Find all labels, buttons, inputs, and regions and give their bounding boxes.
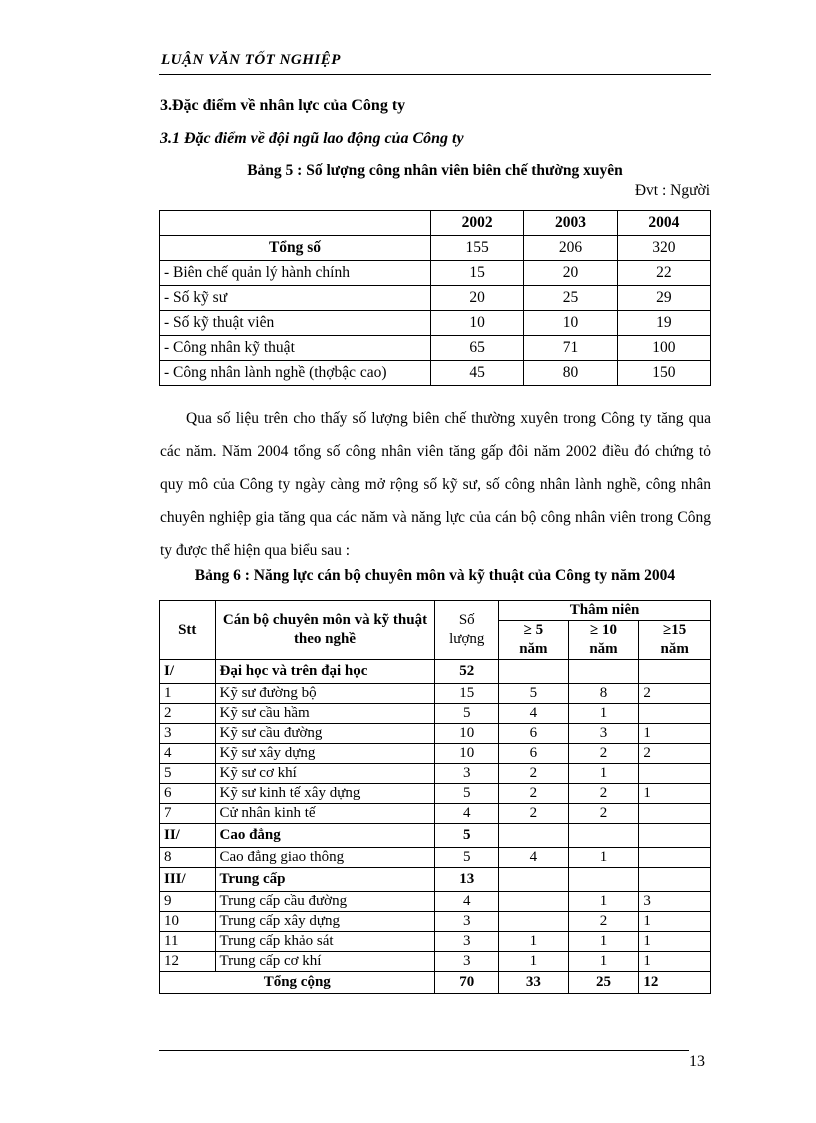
table6-cell-s1: 6 [499, 744, 569, 764]
table5-cell: 10 [431, 311, 524, 336]
table6-cell-count: 13 [435, 868, 499, 892]
table6-cell-s1: 1 [499, 952, 569, 972]
table6-cell-s1: 6 [499, 724, 569, 744]
table6-cell-s3: 1 [639, 932, 711, 952]
table6-cell-count: 10 [435, 744, 499, 764]
total-count: 70 [435, 972, 499, 994]
table6-cell-s3: 2 [639, 684, 711, 704]
table6-cell-name: Trung cấp cầu đường [215, 892, 435, 912]
table6-header-s3: ≥15 năm [639, 621, 711, 660]
table6-cell-s2 [568, 868, 639, 892]
table5-row-label: - Công nhân kỹ thuật [160, 336, 431, 361]
table6-row [160, 744, 711, 764]
table5-header-blank [160, 211, 431, 236]
table6-cell-count: 10 [435, 724, 499, 744]
table6-cell-name: Kỹ sư đường bộ [215, 684, 435, 704]
table6-cell-s1: 2 [499, 804, 569, 824]
table5-cell: 206 [524, 236, 617, 261]
table6-cell-name: Trung cấp xây dựng [215, 912, 435, 932]
table6-group-row [160, 824, 711, 848]
table5-col-header: 2003 [524, 211, 617, 236]
table6-header-field: Cán bộ chuyên môn và kỹ thuật theo nghề [215, 601, 435, 660]
table6-cell-name: Trung cấp [215, 868, 435, 892]
table5-row-label: Tổng số [160, 236, 431, 261]
table5-row [160, 336, 711, 361]
footer-rule [159, 1050, 689, 1051]
table6-row [160, 804, 711, 824]
table6-cell-s3 [639, 824, 711, 848]
total-s1: 33 [499, 972, 569, 994]
table6-cell-stt: 11 [160, 932, 216, 952]
table5-cell: 320 [617, 236, 710, 261]
table6-cell-stt: 2 [160, 704, 216, 724]
table5-cell: 65 [431, 336, 524, 361]
table6-cell-count: 4 [435, 892, 499, 912]
table6-header-count: Số lượng [435, 601, 499, 660]
table6-cell-count: 5 [435, 784, 499, 804]
table6-cell-count: 3 [435, 952, 499, 972]
table6-cell-count: 5 [435, 704, 499, 724]
table5-row [160, 361, 711, 386]
table6-row [160, 684, 711, 704]
table6-cell-s3 [639, 804, 711, 824]
table5-row [160, 286, 711, 311]
total-s3: 12 [639, 972, 711, 994]
table5-cell: 80 [524, 361, 617, 386]
table6-row [160, 848, 711, 868]
table6-cell-s3 [639, 848, 711, 868]
table6-cell-s1: 5 [499, 684, 569, 704]
table5-cell: 45 [431, 361, 524, 386]
table6-cell-stt: 10 [160, 912, 216, 932]
table6-header-row [160, 601, 711, 621]
table6-cell-s3 [639, 764, 711, 784]
table6-cell-count: 3 [435, 764, 499, 784]
table6-total-row [160, 972, 711, 994]
table5-col-header: 2004 [617, 211, 710, 236]
table6-cell-s3 [639, 660, 711, 684]
table5-cell: 25 [524, 286, 617, 311]
table6-cell-stt: I/ [160, 660, 216, 684]
table6-header-stt: Stt [160, 601, 216, 660]
table5-row-label: - Công nhân lành nghề (thợbậc cao) [160, 361, 431, 386]
subsection-heading: 3.1 Đặc điểm về đội ngũ lao động của Công ty [160, 130, 464, 147]
table6-cell-s3: 1 [639, 912, 711, 932]
table6-cell-s2: 1 [568, 848, 639, 868]
table6-cell-stt: 5 [160, 764, 216, 784]
table6-cell-s2: 1 [568, 764, 639, 784]
table6-cell-count: 3 [435, 932, 499, 952]
table6-cell-s2: 1 [568, 892, 639, 912]
table6-cell-s2: 2 [568, 784, 639, 804]
table5-caption: Bảng 5 : Số lượng công nhân viên biên chế thường xuyên [247, 162, 623, 179]
table6-cell-s2: 2 [568, 744, 639, 764]
table6-cell-s1 [499, 912, 569, 932]
table5-header-row [160, 211, 711, 236]
table6-cell-s1 [499, 868, 569, 892]
table5-cell: 15 [431, 261, 524, 286]
table6-cell-name: Kỹ sư xây dựng [215, 744, 435, 764]
table6-cell-s1 [499, 660, 569, 684]
running-header: LUẬN VĂN TỐT NGHIỆP [161, 52, 341, 68]
table6-cell-count: 3 [435, 912, 499, 932]
table5-row-label: - Biên chế quản lý hành chính [160, 261, 431, 286]
table6-cell-name: Trung cấp khảo sát [215, 932, 435, 952]
page-number: 13 [689, 1053, 705, 1070]
table6-cell-s2: 1 [568, 952, 639, 972]
table6-cell-stt: II/ [160, 824, 216, 848]
table6-header-seniority: Thâm niên [499, 601, 711, 621]
table6-cell-stt: 7 [160, 804, 216, 824]
total-s2: 25 [568, 972, 639, 994]
table5-row [160, 236, 711, 261]
table6-row [160, 952, 711, 972]
table6-row [160, 704, 711, 724]
table6-cell-s3: 3 [639, 892, 711, 912]
table6-cell-s1: 1 [499, 932, 569, 952]
table6-cell-stt: 4 [160, 744, 216, 764]
table6-cell-name: Kỹ sư kinh tế xây dựng [215, 784, 435, 804]
table6-caption: Bảng 6 : Năng lực cán bộ chuyên môn và kỹ thuật của Công ty năm 2004 [194, 567, 676, 584]
table6-row [160, 912, 711, 932]
table5-cell: 22 [617, 261, 710, 286]
table6-header-s2: ≥ 10 năm [568, 621, 639, 660]
table6-cell-s1: 4 [499, 848, 569, 868]
table5-cell: 20 [431, 286, 524, 311]
table6-cell-s3: 1 [639, 724, 711, 744]
table6-group-row [160, 660, 711, 684]
table6-cell-name: Cao đẳng giao thông [215, 848, 435, 868]
table5-cell: 150 [617, 361, 710, 386]
table6-cell-s2: 1 [568, 932, 639, 952]
table5-row-label: - Số kỹ sư [160, 286, 431, 311]
table6-cell-name: Đại học và trên đại học [215, 660, 435, 684]
table6-cell-count: 52 [435, 660, 499, 684]
table6-row [160, 892, 711, 912]
table6-row [160, 724, 711, 744]
table5-row-label: - Số kỹ thuật viên [160, 311, 431, 336]
paragraph-text: Qua số liệu trên cho thấy số lượng biên chế thường xuyên trong Công ty tăng qua các năm. Năm 2004 tổng số công nhân viên tăng gấp đôi năm 2002 điều đó chứng tỏ quy mô của Công ty ngày càng mở rộng số kỹ sư, số công nhân lành nghề, công nhân chuyên nghiệp gia tăng qua các năm và năng lực của cán bộ công nhân viên trong Công ty được thể hiện qua biểu sau : [160, 410, 711, 559]
table6-cell-name: Cử nhân kinh tế [215, 804, 435, 824]
table6-cell-s3: 2 [639, 744, 711, 764]
table6 [159, 600, 711, 994]
table5-col-header: 2002 [431, 211, 524, 236]
table6-cell-s2 [568, 660, 639, 684]
table5-cell: 29 [617, 286, 710, 311]
table6-cell-count: 4 [435, 804, 499, 824]
table6-cell-s1: 2 [499, 784, 569, 804]
table6-cell-count: 5 [435, 848, 499, 868]
header-rule [159, 74, 711, 75]
table6-header-s1: ≥ 5 năm [499, 621, 569, 660]
table6-row [160, 784, 711, 804]
table6-cell-s3: 1 [639, 784, 711, 804]
body-paragraph [160, 402, 711, 567]
table5-cell: 71 [524, 336, 617, 361]
table6-cell-stt: III/ [160, 868, 216, 892]
table6-cell-count: 5 [435, 824, 499, 848]
table6-cell-count: 15 [435, 684, 499, 704]
table5-cell: 155 [431, 236, 524, 261]
table6-cell-s2: 1 [568, 704, 639, 724]
table6-cell-stt: 6 [160, 784, 216, 804]
table6-cell-name: Kỹ sư cầu hầm [215, 704, 435, 724]
table6-cell-s1 [499, 824, 569, 848]
table6-cell-name: Kỹ sư cơ khí [215, 764, 435, 784]
table5-row [160, 311, 711, 336]
table6-cell-stt: 12 [160, 952, 216, 972]
table6-cell-s2: 2 [568, 804, 639, 824]
table6-cell-s1: 2 [499, 764, 569, 784]
table6-row [160, 764, 711, 784]
table6-group-row [160, 868, 711, 892]
table6-row [160, 932, 711, 952]
table6-cell-s2: 3 [568, 724, 639, 744]
table6-cell-stt: 8 [160, 848, 216, 868]
table6-cell-s3 [639, 704, 711, 724]
table6-cell-stt: 1 [160, 684, 216, 704]
table5-row [160, 261, 711, 286]
table6-cell-s2: 2 [568, 912, 639, 932]
total-label: Tổng cộng [160, 972, 435, 994]
table6-cell-stt: 3 [160, 724, 216, 744]
table6-cell-s3: 1 [639, 952, 711, 972]
table6-cell-name: Kỹ sư cầu đường [215, 724, 435, 744]
table6-cell-stt: 9 [160, 892, 216, 912]
table6-cell-s2: 8 [568, 684, 639, 704]
table5-cell: 19 [617, 311, 710, 336]
table6-cell-name: Trung cấp cơ khí [215, 952, 435, 972]
table5-cell: 10 [524, 311, 617, 336]
table6-cell-s1 [499, 892, 569, 912]
table6-cell-name: Cao đẳng [215, 824, 435, 848]
table6-cell-s3 [639, 868, 711, 892]
section-heading: 3.Đặc điểm về nhân lực của Công ty [160, 97, 406, 114]
table5-cell: 100 [617, 336, 710, 361]
table5 [159, 210, 711, 386]
table5-cell: 20 [524, 261, 617, 286]
table6-cell-s2 [568, 824, 639, 848]
table6-cell-s1: 4 [499, 704, 569, 724]
table5-unit: Đvt : Người [634, 182, 710, 199]
